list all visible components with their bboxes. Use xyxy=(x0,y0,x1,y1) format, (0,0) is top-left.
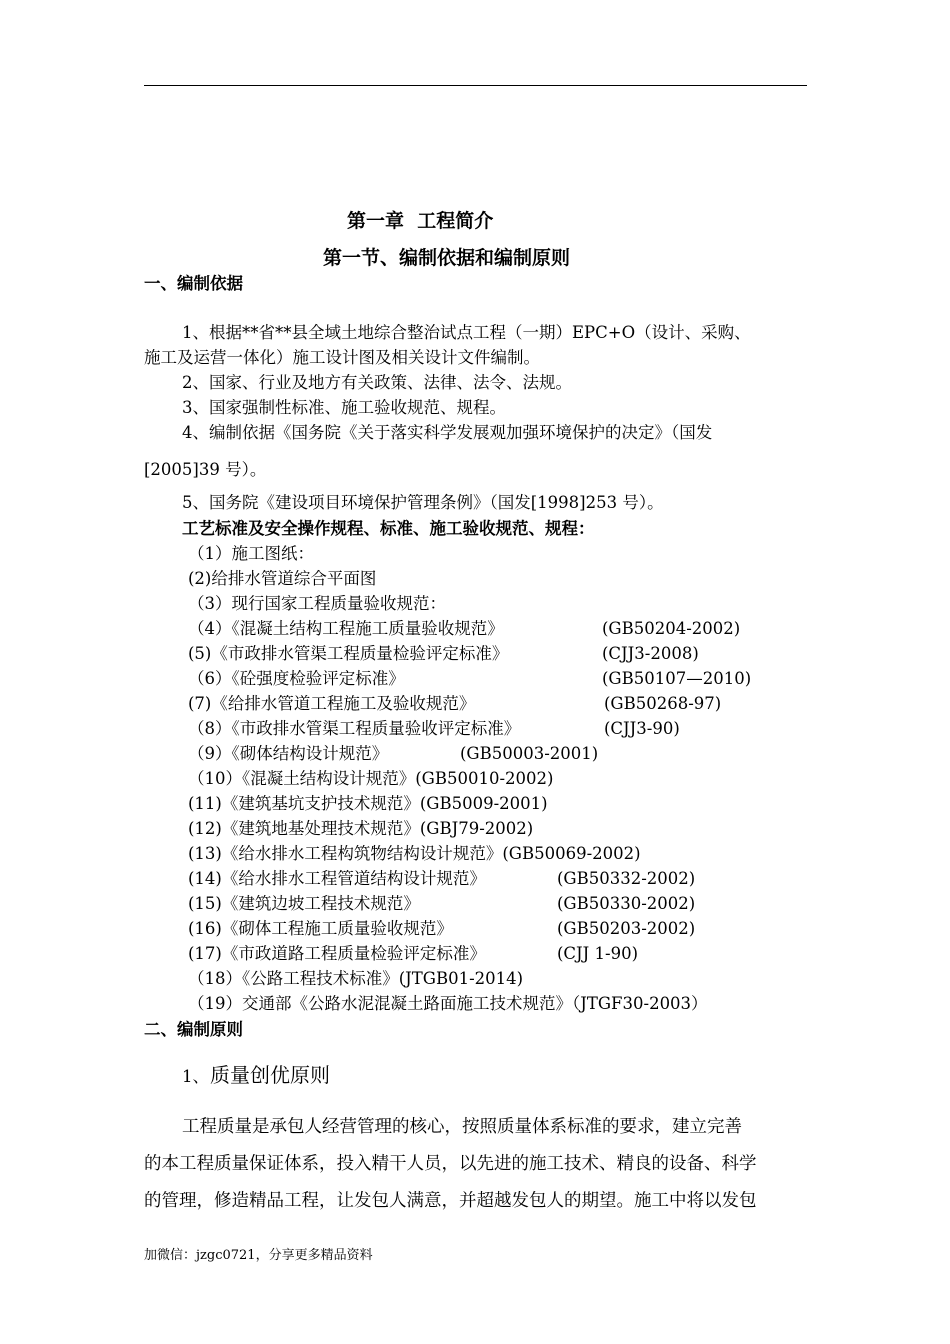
standard-item: （8）《市政排水管渠工程质量验收评定标准》 xyxy=(188,719,521,738)
header-rule xyxy=(144,85,807,86)
basis-line-6: [2005]39 号）。 xyxy=(144,460,267,479)
standard-item: （3）现行国家工程质量验收规范： xyxy=(188,594,446,613)
part1-heading: 一、编制依据 xyxy=(144,274,243,293)
standard-item: (16)《砌体工程施工质量验收规范》 xyxy=(188,919,453,938)
standard-code: (GB50332-2002) xyxy=(557,869,696,888)
standard-item: (5)《市政排水管渠工程质量检验评定标准》 xyxy=(188,644,509,663)
basis-line-2: 施工及运营一体化）施工设计图及相关设计文件编制。 xyxy=(144,348,540,367)
standard-item: (12)《建筑地基处理技术规范》(GBJ79-2002) xyxy=(188,819,534,838)
subheading-number: 1、 xyxy=(182,1067,209,1086)
standard-code: (GB50330-2002) xyxy=(557,894,696,913)
standard-item: (13)《给水排水工程构筑物结构设计规范》(GB50069-2002) xyxy=(188,844,641,863)
standard-item: (15)《建筑边坡工程技术规范》 xyxy=(188,894,420,913)
chapter-title: 第一章 工程简介 xyxy=(347,210,494,232)
standards-heading: 工艺标准及安全操作规程、标准、施工验收规范、规程： xyxy=(182,519,595,538)
part2-heading: 二、编制原则 xyxy=(144,1020,243,1039)
paragraph-line: 工程质量是承包人经营管理的核心，按照质量体系标准的要求，建立完善 xyxy=(182,1117,742,1137)
subheading-quality: 质量创优原则 xyxy=(210,1063,330,1087)
standard-code: (CJJ 1-90) xyxy=(557,944,639,963)
section-title: 第一节、编制依据和编制原则 xyxy=(323,247,571,269)
standard-item: （4）《混凝土结构工程施工质量验收规范》 xyxy=(188,619,504,638)
standard-code: (CJJ3-2008) xyxy=(602,644,699,663)
standard-item: (11)《建筑基坑支护技术规范》(GB5009-2001) xyxy=(188,794,548,813)
basis-line-3: 2、国家、行业及地方有关政策、法律、法令、法规。 xyxy=(182,373,572,392)
standard-code: (GB50204-2002) xyxy=(602,619,741,638)
standard-item: (7)《给排水管道工程施工及验收规范》 xyxy=(188,694,476,713)
standard-item: （1）施工图纸： xyxy=(188,544,314,563)
standard-item: （18）《公路工程技术标准》(JTGB01-2014) xyxy=(188,969,524,988)
basis-line-7: 5、国务院《建设项目环境保护管理条例》（国发[1998]253 号）。 xyxy=(182,493,664,512)
standard-item: (2)给排水管道综合平面图 xyxy=(188,569,377,588)
paragraph-line: 的本工程质量保证体系，投入精干人员，以先进的施工技术、精良的设备、科学 xyxy=(144,1154,757,1174)
standard-item: （6）《砼强度检验评定标准》 xyxy=(188,669,405,688)
standard-code: (GB50268-97) xyxy=(604,694,722,713)
basis-line-5: 4、编制依据《国务院《关于落实科学发展观加强环境保护的决定》（国发 xyxy=(182,423,713,442)
standard-code: (GB50107—2010) xyxy=(602,669,752,688)
footer-note: 加微信：jzgc0721，分享更多精品资料 xyxy=(144,1248,373,1263)
standard-item: （10）《混凝土结构设计规范》(GB50010-2002) xyxy=(188,769,554,788)
standard-code: (GB50203-2002) xyxy=(557,919,696,938)
standard-code: (GB50003-2001) xyxy=(460,744,599,763)
standard-item: （9）《砌体结构设计规范》 xyxy=(188,744,389,763)
standard-item: （19）交通部《公路水泥混凝土路面施工技术规范》（JTGF30-2003） xyxy=(188,994,708,1013)
basis-line-4: 3、国家强制性标准、施工验收规范、规程。 xyxy=(182,398,506,417)
standard-item: (14)《给水排水工程管道结构设计规范》 xyxy=(188,869,486,888)
paragraph-line: 的管理，修造精品工程，让发包人满意，并超越发包人的期望。施工中将以发包 xyxy=(144,1191,757,1211)
standard-code: (CJJ3-90) xyxy=(604,719,680,738)
standard-item: (17)《市政道路工程质量检验评定标准》 xyxy=(188,944,486,963)
basis-line-1: 1、根据**省**县全域土地综合整治试点工程（一期）EPC+O（设计、采购、 xyxy=(182,323,751,342)
